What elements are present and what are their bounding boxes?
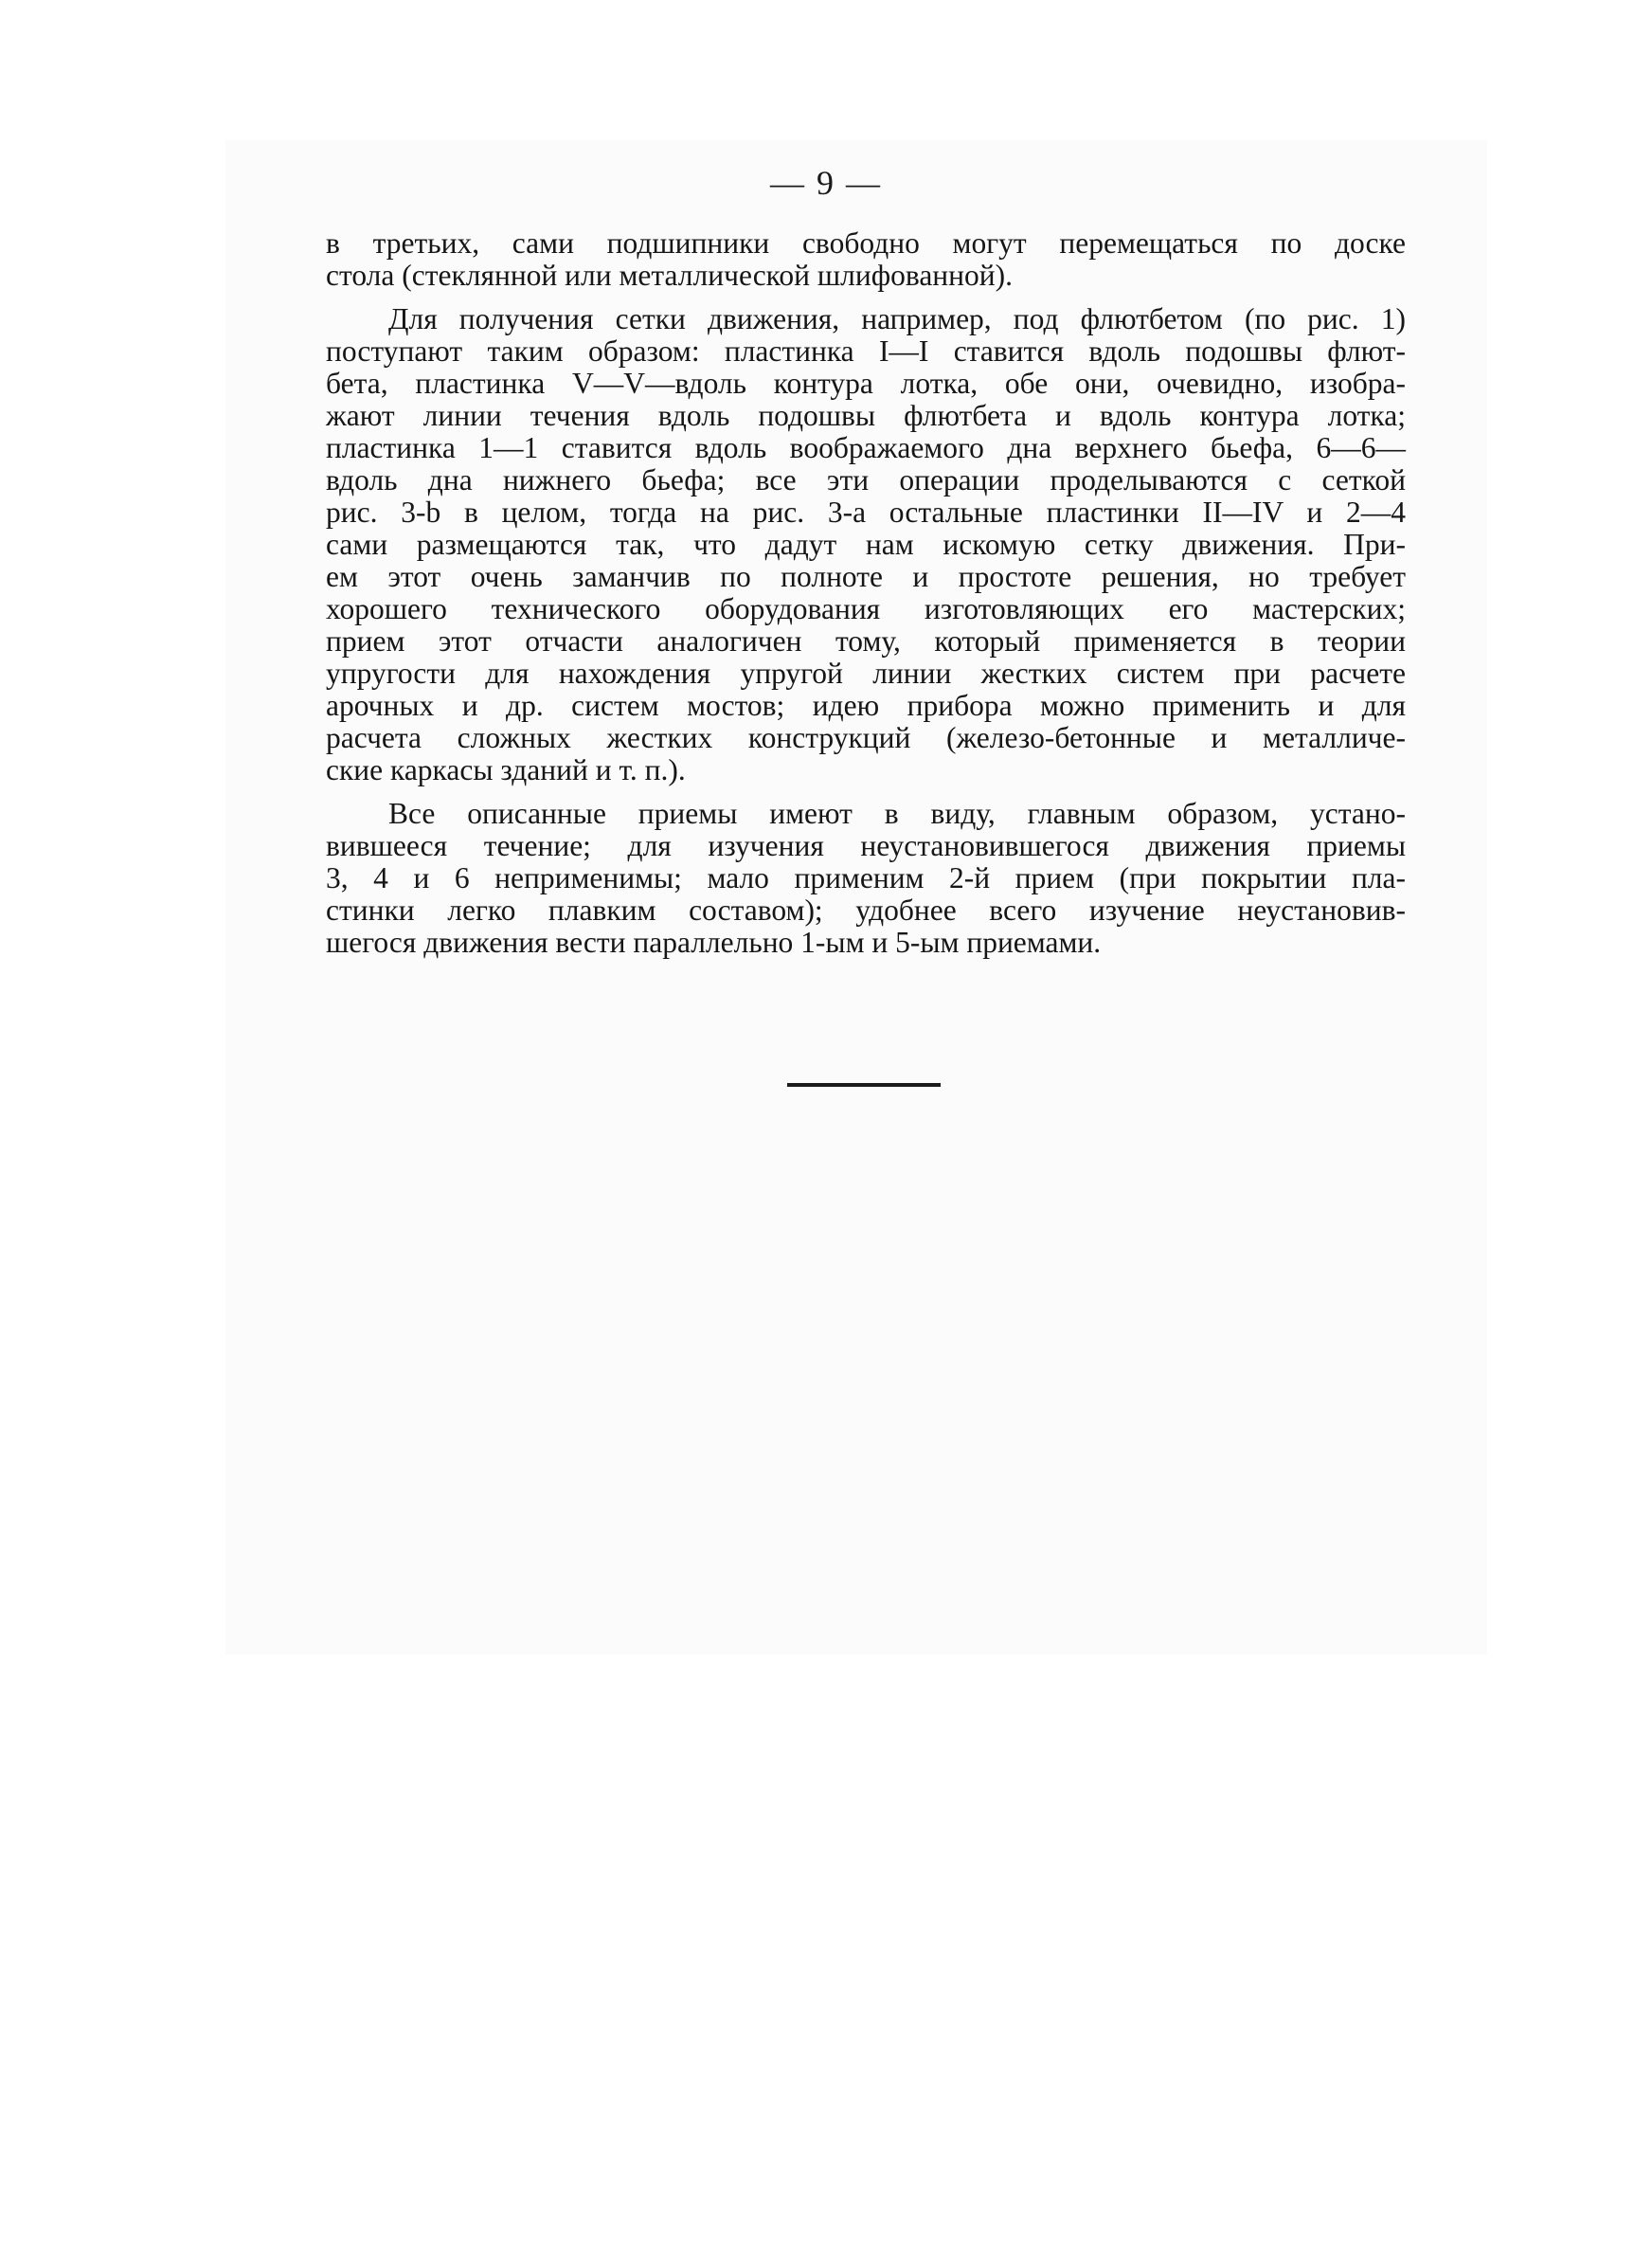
text-line: поступают таким образом: пластинка I—I ставится вдоль подошвы флют- bbox=[326, 334, 1406, 368]
text-line: рис. 3-b в целом, тогда на рис. 3-а остальные пластинки II—IV и 2—4 bbox=[326, 496, 1406, 529]
text-line: арочных и др. систем мостов; идею прибора можно применить и для bbox=[326, 689, 1406, 722]
closing-rule bbox=[787, 1083, 941, 1087]
text-line: в третьих, сами подшипники свободно могут перемещаться по доске bbox=[326, 226, 1406, 260]
text-line: Для получения сетки движения, например, под флютбетом (по рис. 1) bbox=[388, 302, 1406, 335]
text-line: жают линии течения вдоль подошвы флютбета и вдоль контура лотка; bbox=[326, 399, 1406, 432]
text-line: упругости для нахождения упругой линии жестких систем при расчете bbox=[326, 657, 1406, 690]
text-line: ем этот очень заманчив по полноте и простоте решения, но требует bbox=[326, 560, 1406, 593]
text-line: вдоль дна нижнего бьефа; все эти операции проделываются с сеткой bbox=[326, 463, 1406, 497]
text-line: сами размещаются так, что дадут нам искомую сетку движения. При- bbox=[326, 528, 1406, 561]
paragraph-1 bbox=[326, 227, 1406, 292]
text-line: Все описанные приемы имеют в виду, главным образом, устано- bbox=[388, 797, 1406, 830]
paragraph-2 bbox=[326, 303, 1406, 786]
text-line: стола (стеклянной или металлической шлифованной). bbox=[326, 259, 1013, 292]
text-line: вившееся течение; для изучения неустановившегося движения приемы bbox=[326, 829, 1406, 862]
text-line: 3, 4 и 6 неприменимы; мало применим 2-й прием (при покрытии пла- bbox=[326, 861, 1406, 894]
text-line: расчета сложных жестких конструкций (железо-бетонные и металличе- bbox=[326, 721, 1406, 754]
paragraph-3 bbox=[326, 798, 1406, 959]
text-line: шегося движения вести параллельно 1-ым и 5-ым приемами. bbox=[326, 926, 1102, 959]
text-line: бета, пластинка V—V—вдоль контура лотка, обе они, очевидно, изобра- bbox=[326, 367, 1406, 400]
text-line: прием этот отчасти аналогичен тому, который применяется в теории bbox=[326, 624, 1406, 658]
page-number: — 9 — bbox=[770, 164, 882, 202]
body-text bbox=[326, 227, 1406, 970]
text-line: пластинка 1—1 ставится вдоль воображаемого дна верхнего бьефа, 6—6— bbox=[326, 431, 1406, 464]
text-line: ские каркасы зданий и т. п.). bbox=[326, 753, 686, 786]
text-line: хорошего технического оборудования изготовляющих его мастерских; bbox=[326, 592, 1406, 625]
text-line: стинки легко плавким составом); удобнее всего изучение неустановив- bbox=[326, 894, 1406, 927]
